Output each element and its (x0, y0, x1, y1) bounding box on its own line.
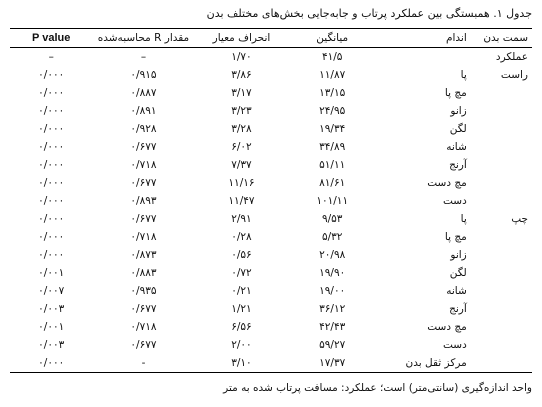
cell-r-value: ۰/۶۷۷ (130, 339, 157, 351)
header-r-value: مقدار R محاسبه‌شده (92, 29, 194, 48)
cell-p-value: ۰/۰۰۰ (38, 195, 65, 207)
cell-organ: پا (460, 69, 467, 81)
cell-organ: آرنج (449, 303, 467, 315)
cell-p-value: ۰/۰۰۰ (38, 213, 65, 225)
cell-p-value: ۰/۰۰۰ (38, 123, 65, 135)
cell-sd: ۷/۳۷ (231, 159, 252, 171)
cell-side (471, 102, 532, 120)
cell-organ: دست (442, 195, 467, 207)
cell-side (471, 192, 532, 210)
cell-sd: ۱۱/۱۶ (228, 177, 255, 189)
cell-mean: ۹/۵۳ (321, 213, 343, 225)
header-p-value: P value (10, 29, 92, 48)
table-row (10, 66, 532, 84)
cell-p-value: ۰/۰۰۱ (38, 321, 65, 333)
cell-mean: ۵۱/۱۱ (319, 159, 346, 171)
cell-r-value: ۰/۹۳۵ (130, 285, 157, 297)
cell-side (471, 228, 532, 246)
header-mean: میانگین (288, 29, 376, 48)
cell-side (471, 174, 532, 192)
cell-p-value: ۰/۰۰۰ (38, 231, 65, 243)
cell-r-value: ۰/۸۹۳ (130, 195, 157, 207)
cell-mean: ۱۹/۹۰ (319, 267, 346, 279)
table-row (10, 48, 532, 67)
table-row (10, 264, 532, 282)
cell-organ (376, 48, 471, 67)
cell-p-value: ۰/۰۰۰ (38, 177, 65, 189)
cell-sd: ۳/۲۸ (231, 123, 252, 135)
cell-r-value: – (140, 51, 147, 63)
cell-side (471, 156, 532, 174)
cell-mean: ۱۰۱/۱۱ (316, 195, 349, 207)
cell-p-value: ۰/۰۰۰ (10, 354, 92, 373)
table-footnote: واحد اندازه‌گیری (سانتی‌متر) است؛ عملکرد: مسافت پرتاب شده به متر (223, 382, 532, 394)
cell-r-value: ۰/۶۷۷ (130, 177, 157, 189)
cell-mean: ۱۹/۳۴ (319, 123, 346, 135)
cell-organ: پا (460, 213, 467, 225)
cell-p-value: ۰/۰۰۱ (38, 267, 65, 279)
cell-side (471, 138, 532, 156)
cell-mean: ۴۲/۴۳ (319, 321, 346, 333)
cell-sd: ۶/۰۲ (231, 141, 252, 153)
cell-organ: دست (442, 339, 467, 351)
header-sd: انحراف معیار (195, 29, 289, 48)
cell-sd: ۳/۱۷ (231, 87, 252, 99)
cell-p-value: ۰/۰۰۳ (38, 339, 65, 351)
cell-sd: ۲/۰۰ (231, 339, 252, 351)
cell-organ: مچ پا (444, 87, 467, 99)
table-row (10, 138, 532, 156)
cell-r-value: - (92, 354, 194, 373)
table-row (10, 84, 532, 102)
cell-r-value: ۰/۷۱۸ (130, 231, 157, 243)
cell-sd: ۳/۲۳ (231, 105, 252, 117)
cell-r-value: ۰/۹۲۸ (130, 123, 157, 135)
cell-organ: مچ دست (427, 177, 467, 189)
cell-side: راست (500, 69, 528, 81)
cell-side (471, 300, 532, 318)
cell-mean: ۱۷/۳۷ (288, 354, 376, 373)
cell-sd: ۰/۲۸ (231, 231, 252, 243)
cell-p-value: ۰/۰۰۰ (38, 105, 65, 117)
cell-sd: ۱/۲۱ (231, 303, 252, 315)
cell-side (471, 318, 532, 336)
cell-sd: ۱۱/۴۷ (228, 195, 255, 207)
cell-mean: ۵۹/۲۷ (319, 339, 346, 351)
table-row (10, 156, 532, 174)
cell-sd: ۰/۲۱ (231, 285, 252, 297)
cell-p-value: ۰/۰۰۰ (38, 159, 65, 171)
cell-side: چپ (511, 213, 528, 225)
cell-side (471, 246, 532, 264)
cell-mean: ۲۴/۹۵ (319, 105, 346, 117)
table-header-row (10, 29, 532, 48)
correlation-table (10, 28, 532, 373)
cell-organ: لگن (449, 123, 467, 135)
cell-side (471, 282, 532, 300)
cell-mean: ۴۱/۵ (321, 51, 343, 63)
cell-mean: ۳۶/۱۲ (319, 303, 346, 315)
table-row (10, 318, 532, 336)
cell-sd: ۳/۱۰ (195, 354, 289, 373)
cell-r-value: ۰/۸۸۳ (130, 267, 157, 279)
cell-mean: ۱۱/۸۷ (319, 69, 346, 81)
table-row (10, 300, 532, 318)
cell-sd: ۰/۷۲ (231, 267, 252, 279)
cell-side (471, 336, 532, 354)
cell-r-value: ۰/۶۷۷ (130, 141, 157, 153)
cell-sd: ۰/۵۶ (231, 249, 252, 261)
cell-side (471, 264, 532, 282)
cell-p-value: ۰/۰۰۳ (38, 303, 65, 315)
cell-side (471, 120, 532, 138)
table-row (10, 210, 532, 228)
cell-p-value: ۰/۰۰۰ (38, 249, 65, 261)
cell-sd: ۶/۵۶ (231, 321, 252, 333)
cell-r-value: ۰/۶۷۷ (130, 303, 157, 315)
cell-p-value: ۰/۰۰۰ (38, 69, 65, 81)
cell-r-value: ۰/۶۷۷ (130, 213, 157, 225)
cell-organ: زانو (450, 249, 467, 261)
cell-organ: آرنج (449, 159, 467, 171)
table-caption: جدول ۱. همبستگی بین عملکرد پرتاب و جابه‌جایی بخش‌های مختلف بدن (206, 7, 532, 20)
cell-organ: لگن (449, 267, 467, 279)
cell-mean: ۸۱/۶۱ (319, 177, 346, 189)
table-row (10, 228, 532, 246)
cell-r-value: ۰/۸۹۱ (130, 105, 157, 117)
cell-mean: ۲۰/۹۸ (319, 249, 346, 261)
cell-r-value: ۰/۷۱۸ (130, 159, 157, 171)
cell-sd: ۱/۷۰ (231, 51, 252, 63)
cell-mean: ۱۳/۱۵ (319, 87, 346, 99)
header-organ: اندام (376, 29, 471, 48)
cell-side: عملکرد (495, 51, 528, 63)
table-row (10, 336, 532, 354)
cell-organ: مرکز ثقل بدن (376, 354, 471, 373)
cell-sd: ۲/۹۱ (231, 213, 252, 225)
cell-r-value: ۰/۹۱۵ (130, 69, 157, 81)
table-row (10, 246, 532, 264)
cell-p-value: ۰/۰۰۰ (38, 141, 65, 153)
cell-p-value: – (48, 51, 54, 63)
cell-p-value: ۰/۰۰۷ (38, 285, 65, 297)
table-row (10, 120, 532, 138)
cell-organ: شانه (446, 141, 467, 153)
cell-organ: زانو (450, 105, 467, 117)
cell-side (471, 354, 532, 373)
cell-organ: مچ پا (444, 231, 467, 243)
table-row (10, 282, 532, 300)
table-row (10, 354, 532, 373)
cell-p-value: ۰/۰۰۰ (38, 87, 65, 99)
table-row (10, 102, 532, 120)
cell-r-value: ۰/۸۷۳ (130, 249, 157, 261)
table-row (10, 192, 532, 210)
cell-r-value: ۰/۷۱۸ (130, 321, 157, 333)
header-side: سمت بدن (471, 29, 532, 48)
cell-mean: ۵/۳۲ (321, 231, 343, 243)
cell-sd: ۳/۸۶ (231, 69, 252, 81)
cell-organ: شانه (446, 285, 467, 297)
table-body (10, 48, 532, 373)
cell-mean: ۱۹/۰۰ (319, 285, 346, 297)
cell-organ: مچ دست (427, 321, 467, 333)
cell-side (471, 84, 532, 102)
table-row (10, 174, 532, 192)
cell-mean: ۳۴/۸۹ (319, 141, 346, 153)
cell-r-value: ۰/۸۸۷ (130, 87, 157, 99)
